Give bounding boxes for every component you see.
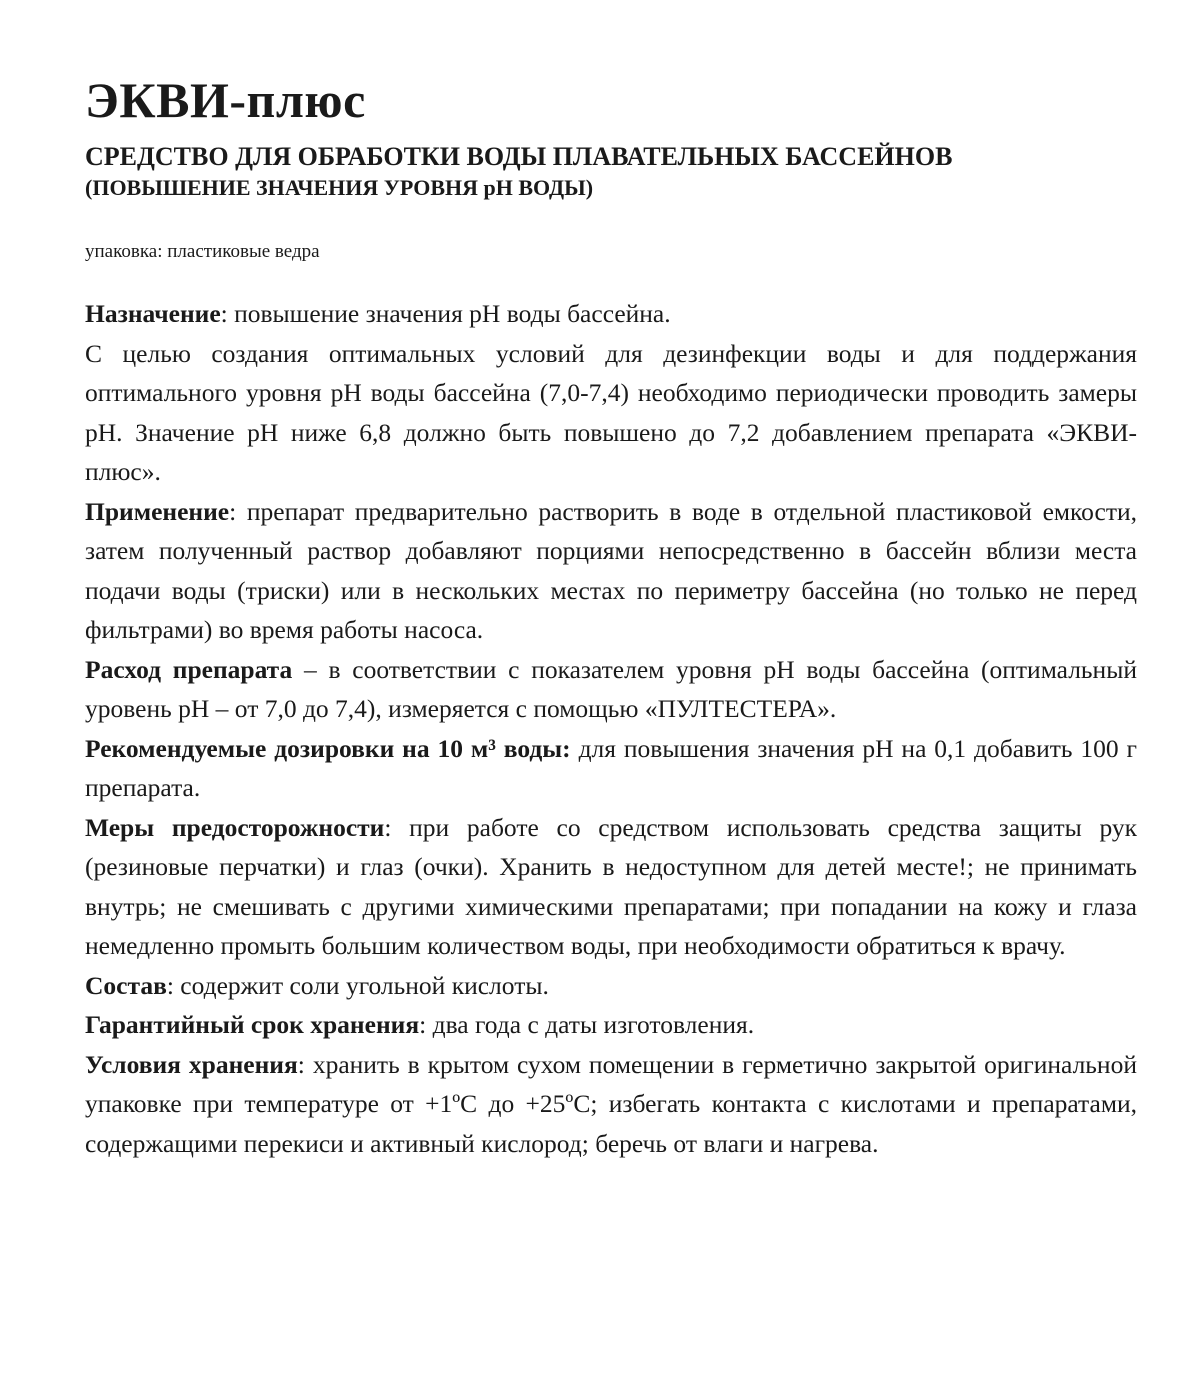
consumption-text: – в соответствии с показателем уровня pH воды бассейна (оптимальный уровень pH – от 7,0 до 7,4), измеряется с помощью «ПУЛТЕСТЕРА».: [85, 654, 1137, 723]
document-body: [85, 294, 1137, 1163]
shelf-life-label: Гарантийный срок хранения: [85, 1010, 420, 1039]
document-subtitle-ph: (ПОВЫШЕНИЕ ЗНАЧЕНИЯ УРОВНЯ pH ВОДЫ): [85, 175, 594, 200]
composition-text: : содержит соли угольной кислоты.: [166, 970, 549, 1000]
purpose-text: : повышение значения pH воды бассейна.: [220, 299, 671, 328]
storage-label: Условия хранения: [85, 1049, 298, 1079]
shelf-life-paragraph: [85, 1005, 1137, 1045]
precautions-text: : при работе со средством использовать средства защиты рук (резиновые перчатки) и глаз (очки). Хранить в недоступном для детей месте!; не принимать внутрь; не смешивать с другими химическими препаратами; при попадании на кожу и глаза немедленно промыть большим количеством воды, при необходимости обратиться к врачу.: [85, 812, 1137, 960]
document-page: [85, 70, 1137, 1163]
application-text: : препарат предварительно растворить в воде в отдельной пластиковой емкости, затем полученный раствор добавляют порциями непосредственно в бассейн вблизи места подачи воды (триски) или в нескольких местах по периметру бассейна (но только не перед фильтрами) во время работы насоса.: [85, 496, 1137, 644]
application-label: Применение: [85, 496, 230, 526]
precautions-paragraph: [85, 808, 1137, 966]
purpose-detail-paragraph: С целью создания оптимальных условий для дезинфекции воды и для поддержания оптимального уровня pH воды бассейна (7,0-7,4) необходимо периодически проводить замеры pH. Значение pH ниже 6,8 должно быть повышено до 7,2 добавлением препарата «ЭКВИ-плюс».: [85, 338, 1137, 486]
shelf-life-text: : два года с даты изготовления.: [419, 1010, 755, 1039]
dosage-paragraph: [85, 729, 1137, 808]
consumption-paragraph: [85, 650, 1137, 729]
document-subtitle: СРЕДСТВО ДЛЯ ОБРАБОТКИ ВОДЫ ПЛАВАТЕЛЬНЫХ БАССЕЙНОВ: [85, 142, 953, 171]
consumption-label: Расход препарата: [85, 654, 293, 684]
composition-label: Состав: [85, 970, 167, 1000]
purpose-paragraph: [85, 294, 1137, 334]
packaging-note: упаковка: пластиковые ведра: [85, 241, 320, 262]
storage-paragraph: [85, 1045, 1137, 1164]
precautions-label: Меры предосторожности: [85, 812, 385, 842]
document-title: ЭКВИ-плюс: [85, 72, 366, 128]
dosage-text: для повышения значения pH на 0,1 добавить 100 г препарата.: [85, 733, 1137, 802]
dosage-label: Рекомендуемые дозировки на 10 м³ воды:: [85, 733, 571, 763]
purpose-label: Назначение: [85, 299, 221, 328]
application-paragraph: [85, 492, 1137, 650]
storage-text: : хранить в крытом сухом помещении в герметично закрытой оригинальной упаковке при температуре от +1ºC до +25ºC; избегать контакта с кислотами и препаратами, содержащими перекиси и активный кислород; беречь от влаги и нагрева.: [85, 1049, 1137, 1158]
composition-paragraph: [85, 966, 1137, 1006]
